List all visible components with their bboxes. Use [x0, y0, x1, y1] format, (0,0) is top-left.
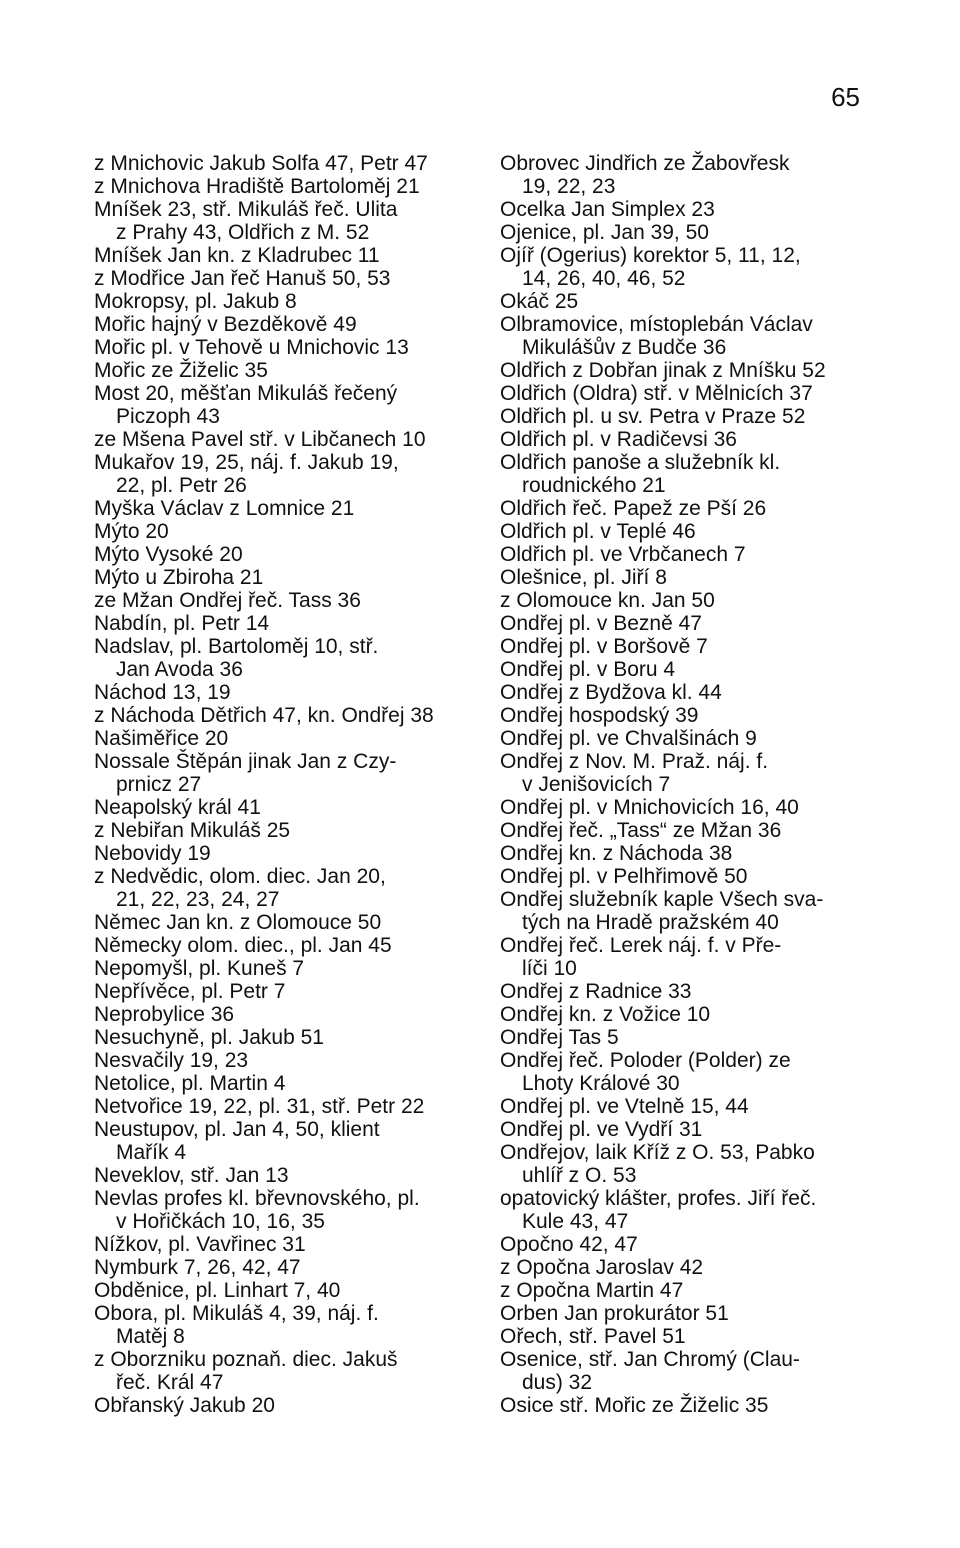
index-entry-line: z Nebiřan Mikuláš 25	[94, 819, 291, 842]
index-entry-line: Mořic ze Žiželic 35	[94, 359, 268, 382]
index-entry-line: Náchod 13, 19	[94, 681, 231, 704]
index-column-left	[94, 152, 479, 1417]
index-entry-line: Opočno 42, 47	[500, 1233, 638, 1256]
index-entry-line: Most 20, měšťan Mikuláš řečený	[94, 382, 398, 405]
index-entry-line: Mařík 4	[116, 1141, 187, 1164]
index-entry-line: Osenice, stř. Jan Chromý (Clau-	[500, 1348, 800, 1371]
index-entry-line: líči 10	[522, 957, 577, 980]
index-entry-line: uhlíř z O. 53	[522, 1164, 637, 1187]
index-entry-line: Nadslav, pl. Bartoloměj 10, stř.	[94, 635, 379, 658]
index-entry-line: Ojenice, pl. Jan 39, 50	[500, 221, 709, 244]
index-entry-line: Ocelka Jan Simplex 23	[500, 198, 715, 221]
index-entry-line: roudnického 21	[522, 474, 666, 497]
index-entry-line: Obřanský Jakub 20	[94, 1394, 275, 1417]
index-entry-line: Mořic pl. v Tehově u Mnichovic 13	[94, 336, 409, 359]
index-entry-line: dus) 32	[522, 1371, 593, 1394]
index-entry-line: 14, 26, 40, 46, 52	[522, 267, 686, 290]
index-entry-line: prnicz 27	[116, 773, 202, 796]
index-entry-line: Ondřej pl. v Bezně 47	[500, 612, 702, 635]
index-entry-line: Nepřívěce, pl. Petr 7	[94, 980, 286, 1003]
index-entry-line: Nesuchyně, pl. Jakub 51	[94, 1026, 324, 1049]
index-entry-line: Oldřich pl. ve Vrbčanech 7	[500, 543, 746, 566]
index-entry-line: Ondřej pl. v Boršově 7	[500, 635, 708, 658]
index-entry-line: Nabdín, pl. Petr 14	[94, 612, 270, 635]
index-entry-line: Mýto Vysoké 20	[94, 543, 243, 566]
index-entry-line: Osice stř. Mořic ze Žiželic 35	[500, 1394, 769, 1417]
index-entry-line: Ondřej řeč. Poloder (Polder) ze	[500, 1049, 791, 1072]
index-entry-line: Oldřich (Oldra) stř. v Mělnicích 37	[500, 382, 813, 405]
index-entry-line: Oldřich z Dobřan jinak z Mníšku 52	[500, 359, 826, 382]
index-entry-line: z Prahy 43, Oldřich z M. 52	[116, 221, 370, 244]
index-entry-line: Obděnice, pl. Linhart 7, 40	[94, 1279, 341, 1302]
index-entry-line: Olbramovice, místoplebán Václav	[500, 313, 813, 336]
index-entry-line: Neprobylice 36	[94, 1003, 235, 1026]
index-entry-line: Neustupov, pl. Jan 4, 50, klient	[94, 1118, 380, 1141]
index-entry-line: z Olomouce kn. Jan 50	[500, 589, 715, 612]
index-entry-line: opatovický klášter, profes. Jiří řeč.	[500, 1187, 817, 1210]
index-entry-line: Ondřej kn. z Náchoda 38	[500, 842, 733, 865]
index-entry-line: z Nedvědic, olom. diec. Jan 20,	[94, 865, 386, 888]
index-entry-line: Ojíř (Ogerius) korektor 5, 11, 12,	[500, 244, 801, 267]
index-entry-line: Ondřej služebník kaple Všech sva-	[500, 888, 824, 911]
index-entry-line: Mokropsy, pl. Jakub 8	[94, 290, 297, 313]
index-entry-line: Netvořice 19, 22, pl. 31, stř. Petr 22	[94, 1095, 425, 1118]
index-entry-line: Mníšek Jan kn. z Kladrubec 11	[94, 244, 380, 267]
index-entry-line: Oldřich řeč. Papež ze Pší 26	[500, 497, 767, 520]
index-entry-line: Ondřej kn. z Vožice 10	[500, 1003, 711, 1026]
index-entry-line: Ondřejov, laik Kříž z O. 53, Pabko	[500, 1141, 815, 1164]
index-entry-line: Nevlas profes kl. břevnovského, pl.	[94, 1187, 420, 1210]
index-entry-line: Kule 43, 47	[522, 1210, 629, 1233]
index-entry-line: Piczoph 43	[116, 405, 220, 428]
index-entry-line: tých na Hradě pražském 40	[522, 911, 779, 934]
index-entry-line: z Mnichovic Jakub Solfa 47, Petr 47	[94, 152, 428, 175]
index-entry-line: z Modřice Jan řeč Hanuš 50, 53	[94, 267, 391, 290]
index-entry-line: z Opočna Martin 47	[500, 1279, 684, 1302]
index-entry-line: Obrovec Jindřich ze Žabovřesk	[500, 152, 790, 175]
page-number: 65	[831, 82, 860, 112]
index-entry-line: Mýto u Zbiroha 21	[94, 566, 264, 589]
index-entry-line: Oldřich pl. v Radičevsi 36	[500, 428, 737, 451]
index-entry-line: Obora, pl. Mikuláš 4, 39, náj. f.	[94, 1302, 379, 1325]
index-entry-line: Okáč 25	[500, 290, 579, 313]
index-entry-line: Mýto 20	[94, 520, 169, 543]
index-entry-line: Ondřej řeč. „Tass“ ze Mžan 36	[500, 819, 782, 842]
index-entry-line: Nebovidy 19	[94, 842, 211, 865]
index-entry-line: ze Mžan Ondřej řeč. Tass 36	[94, 589, 361, 612]
index-entry-line: Oldřich pl. v Teplé 46	[500, 520, 696, 543]
index-entry-line: Ondřej řeč. Lerek náj. f. v Pře-	[500, 934, 782, 957]
index-entry-line: Ondřej pl. ve Vydří 31	[500, 1118, 703, 1141]
index-entry-line: Netolice, pl. Martin 4	[94, 1072, 286, 1095]
index-entry-line: z Oborzniku poznaň. diec. Jakuš	[94, 1348, 398, 1371]
index-entry-line: Ondřej pl. ve Chvalšinách 9	[500, 727, 757, 750]
index-entry-line: v Hořičkách 10, 16, 35	[116, 1210, 325, 1233]
index-entry-line: ze Mšena Pavel stř. v Libčanech 10	[94, 428, 426, 451]
index-entry-line: Oldřich pl. u sv. Petra v Praze 52	[500, 405, 806, 428]
index-entry-line: Ondřej z Radnice 33	[500, 980, 692, 1003]
index-entry-line: řeč. Král 47	[116, 1371, 224, 1394]
index-entry-line: Olešnice, pl. Jiří 8	[500, 566, 667, 589]
index-entry-line: Myška Václav z Lomnice 21	[94, 497, 355, 520]
index-entry-line: Mořic hajný v Bezděkově 49	[94, 313, 357, 336]
index-entry-line: 22, pl. Petr 26	[116, 474, 247, 497]
index-entry-line: Ondřej pl. v Boru 4	[500, 658, 676, 681]
index-entry-line: z Náchoda Dětřich 47, kn. Ondřej 38	[94, 704, 434, 727]
index-entry-line: Nymburk 7, 26, 42, 47	[94, 1256, 301, 1279]
index-entry-line: Našiměřice 20	[94, 727, 229, 750]
index-entry-line: Oldřich panoše a služebník kl.	[500, 451, 781, 474]
index-entry-line: 19, 22, 23	[522, 175, 616, 198]
index-entry-line: Ondřej hospodský 39	[500, 704, 699, 727]
index-entry-line: 21, 22, 23, 24, 27	[116, 888, 280, 911]
index-entry-line: Mikulášův z Budče 36	[522, 336, 727, 359]
index-entry-line: Nossale Štěpán jinak Jan z Czy-	[94, 750, 397, 773]
index-entry-line: Ondřej z Bydžova kl. 44	[500, 681, 722, 704]
index-entry-line: Ondřej z Nov. M. Praž. náj. f.	[500, 750, 769, 773]
index-entry-line: Lhoty Králové 30	[522, 1072, 680, 1095]
index-entry-line: Jan Avoda 36	[116, 658, 243, 681]
index-entry-line: Ořech, stř. Pavel 51	[500, 1325, 686, 1348]
index-entry-line: v Jenišovicích 7	[522, 773, 671, 796]
index-entry-line: Ondřej pl. v Mnichovicích 16, 40	[500, 796, 799, 819]
index-entry-line: Nížkov, pl. Vavřinec 31	[94, 1233, 306, 1256]
index-entry-line: Němec Jan kn. z Olomouce 50	[94, 911, 382, 934]
index-entry-line: Nepomyšl, pl. Kuneš 7	[94, 957, 305, 980]
index-entry-line: Orben Jan prokurátor 51	[500, 1302, 729, 1325]
index-entry-line: Ondřej pl. v Pelhřimově 50	[500, 865, 748, 888]
index-entry-line: Neveklov, stř. Jan 13	[94, 1164, 289, 1187]
index-entry-line: z Mnichova Hradiště Bartoloměj 21	[94, 175, 420, 198]
index-entry-line: Mníšek 23, stř. Mikuláš řeč. Ulita	[94, 198, 398, 221]
index-column-right	[500, 152, 890, 1417]
index-entry-line: Mukařov 19, 25, náj. f. Jakub 19,	[94, 451, 399, 474]
index-entry-line: Neapolský král 41	[94, 796, 261, 819]
index-entry-line: Ondřej pl. ve Vtelně 15, 44	[500, 1095, 749, 1118]
index-entry-line: Ondřej Tas 5	[500, 1026, 619, 1049]
index-entry-line: z Opočna Jaroslav 42	[500, 1256, 704, 1279]
index-entry-line: Matěj 8	[116, 1325, 185, 1348]
index-entry-line: Německy olom. diec., pl. Jan 45	[94, 934, 392, 957]
index-entry-line: Nesvačily 19, 23	[94, 1049, 249, 1072]
